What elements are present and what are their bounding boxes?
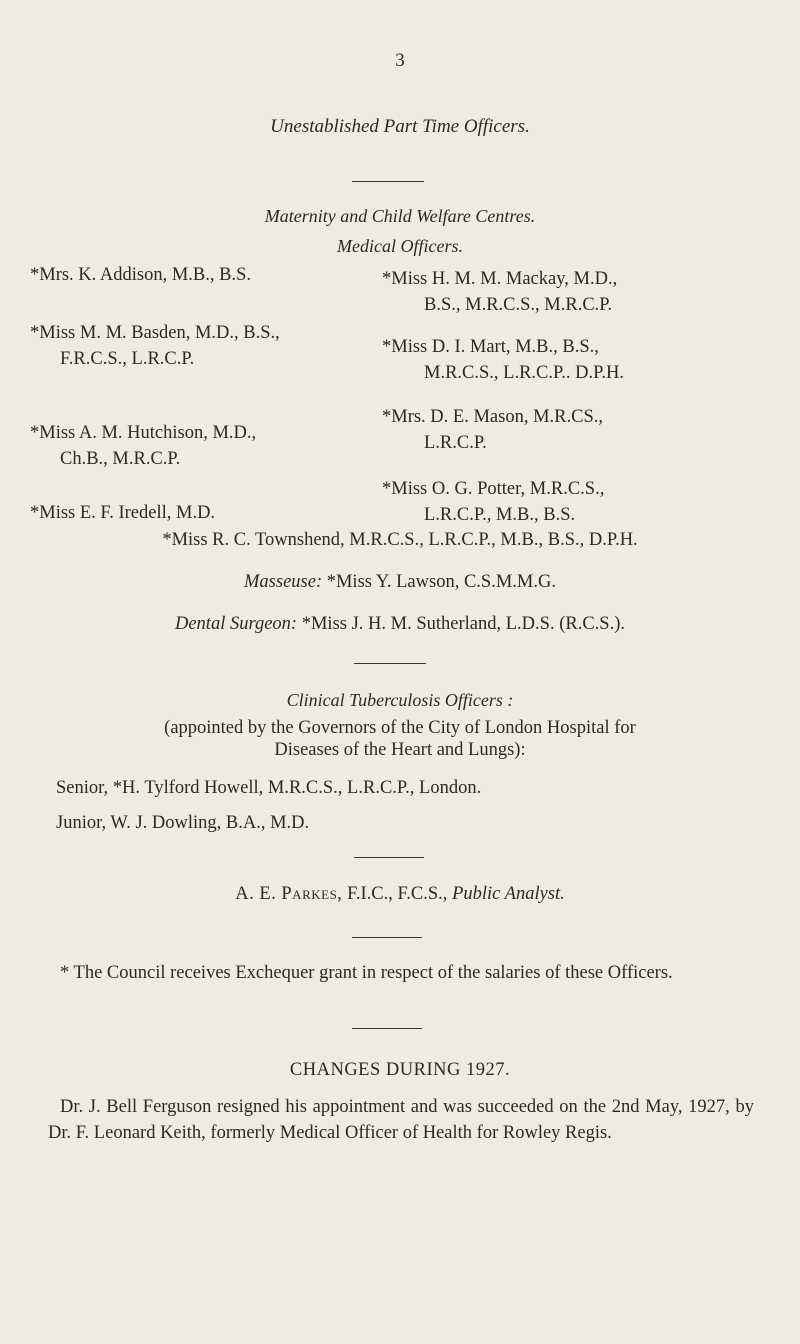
officer-townshend: *Miss R. C. Townshend, M.R.C.S., L.R.C.P., M.B., B.S., D.P.H. (162, 530, 638, 550)
divider (354, 663, 426, 664)
page-heading: Unestablished Part Time Officers. (270, 116, 530, 137)
officer-entry: *Mrs. D. E. Mason, M.R.CS., L.R.C.P. (382, 407, 603, 453)
officer-entry: *Mrs. K. Addison, M.B., B.S. (30, 265, 252, 285)
section-title-mcw: Maternity and Child Welfare Centres. (264, 206, 536, 226)
tb-senior: Senior, *H. Tylford Howell, M.R.C.S., L.R.C.P., London. (56, 778, 482, 798)
divider (354, 857, 424, 858)
divider (352, 1028, 422, 1029)
analyst-role: Public Analyst. (452, 884, 565, 904)
masseuse-label: Masseuse: (244, 572, 323, 592)
officer-entry: *Miss D. I. Mart, M.B., B.S., M.R.C.S., L.R.C.P.. D.P.H. (382, 337, 624, 383)
section-subtitle-medical-officers: Medical Officers. (337, 236, 463, 256)
dental-name: *Miss J. H. M. Sutherland, L.D.S. (R.C.S.). (301, 614, 625, 634)
tb-appointed-line2: Diseases of the Heart and Lungs): (274, 740, 526, 760)
tb-junior: Junior, W. J. Dowling, B.A., M.D. (56, 813, 310, 833)
page-number: 3 (395, 50, 405, 71)
section-title-tb: Clinical Tuberculosis Officers : (286, 690, 514, 710)
officer-entry: *Miss A. M. Hutchison, M.D., Ch.B., M.R.C.P. (30, 423, 257, 469)
masseuse-name: *Miss Y. Lawson, C.S.M.M.G. (326, 572, 556, 592)
officer-entry: *Miss H. M. M. Mackay, M.D., B.S., M.R.C.S., M.R.C.P. (382, 269, 618, 315)
footnote: * The Council receives Exchequer grant in respect of the salaries of these Officers. (60, 963, 673, 983)
officer-entry: *Miss E. F. Iredell, M.D. (30, 503, 216, 523)
divider (352, 937, 422, 938)
dental-label: Dental Surgeon: (174, 614, 298, 634)
public-analyst-line (0, 884, 800, 905)
masseuse-line (0, 572, 800, 593)
officer-entry: *Miss O. G. Potter, M.R.C.S., L.R.C.P., M.B., B.S. (382, 479, 605, 525)
analyst-name: A. E. Parkes, (235, 884, 343, 904)
changes-title: CHANGES DURING 1927. (289, 1060, 511, 1080)
officer-entry: *Miss M. M. Basden, M.D., B.S., F.R.C.S., L.R.C.P. (30, 323, 280, 369)
analyst-quals: F.I.C., F.C.S., (342, 884, 453, 904)
changes-paragraph: Dr. J. Bell Ferguson resigned his appointment and was succeeded on the 2nd May, 1927, by Dr. F. Leonard Keith, formerly Medical Officer of Health for Rowley Regis. (48, 1097, 754, 1143)
divider (352, 181, 424, 182)
dental-line (0, 614, 800, 635)
tb-appointed-line1: (appointed by the Governors of the City of London Hospital for (164, 718, 636, 738)
